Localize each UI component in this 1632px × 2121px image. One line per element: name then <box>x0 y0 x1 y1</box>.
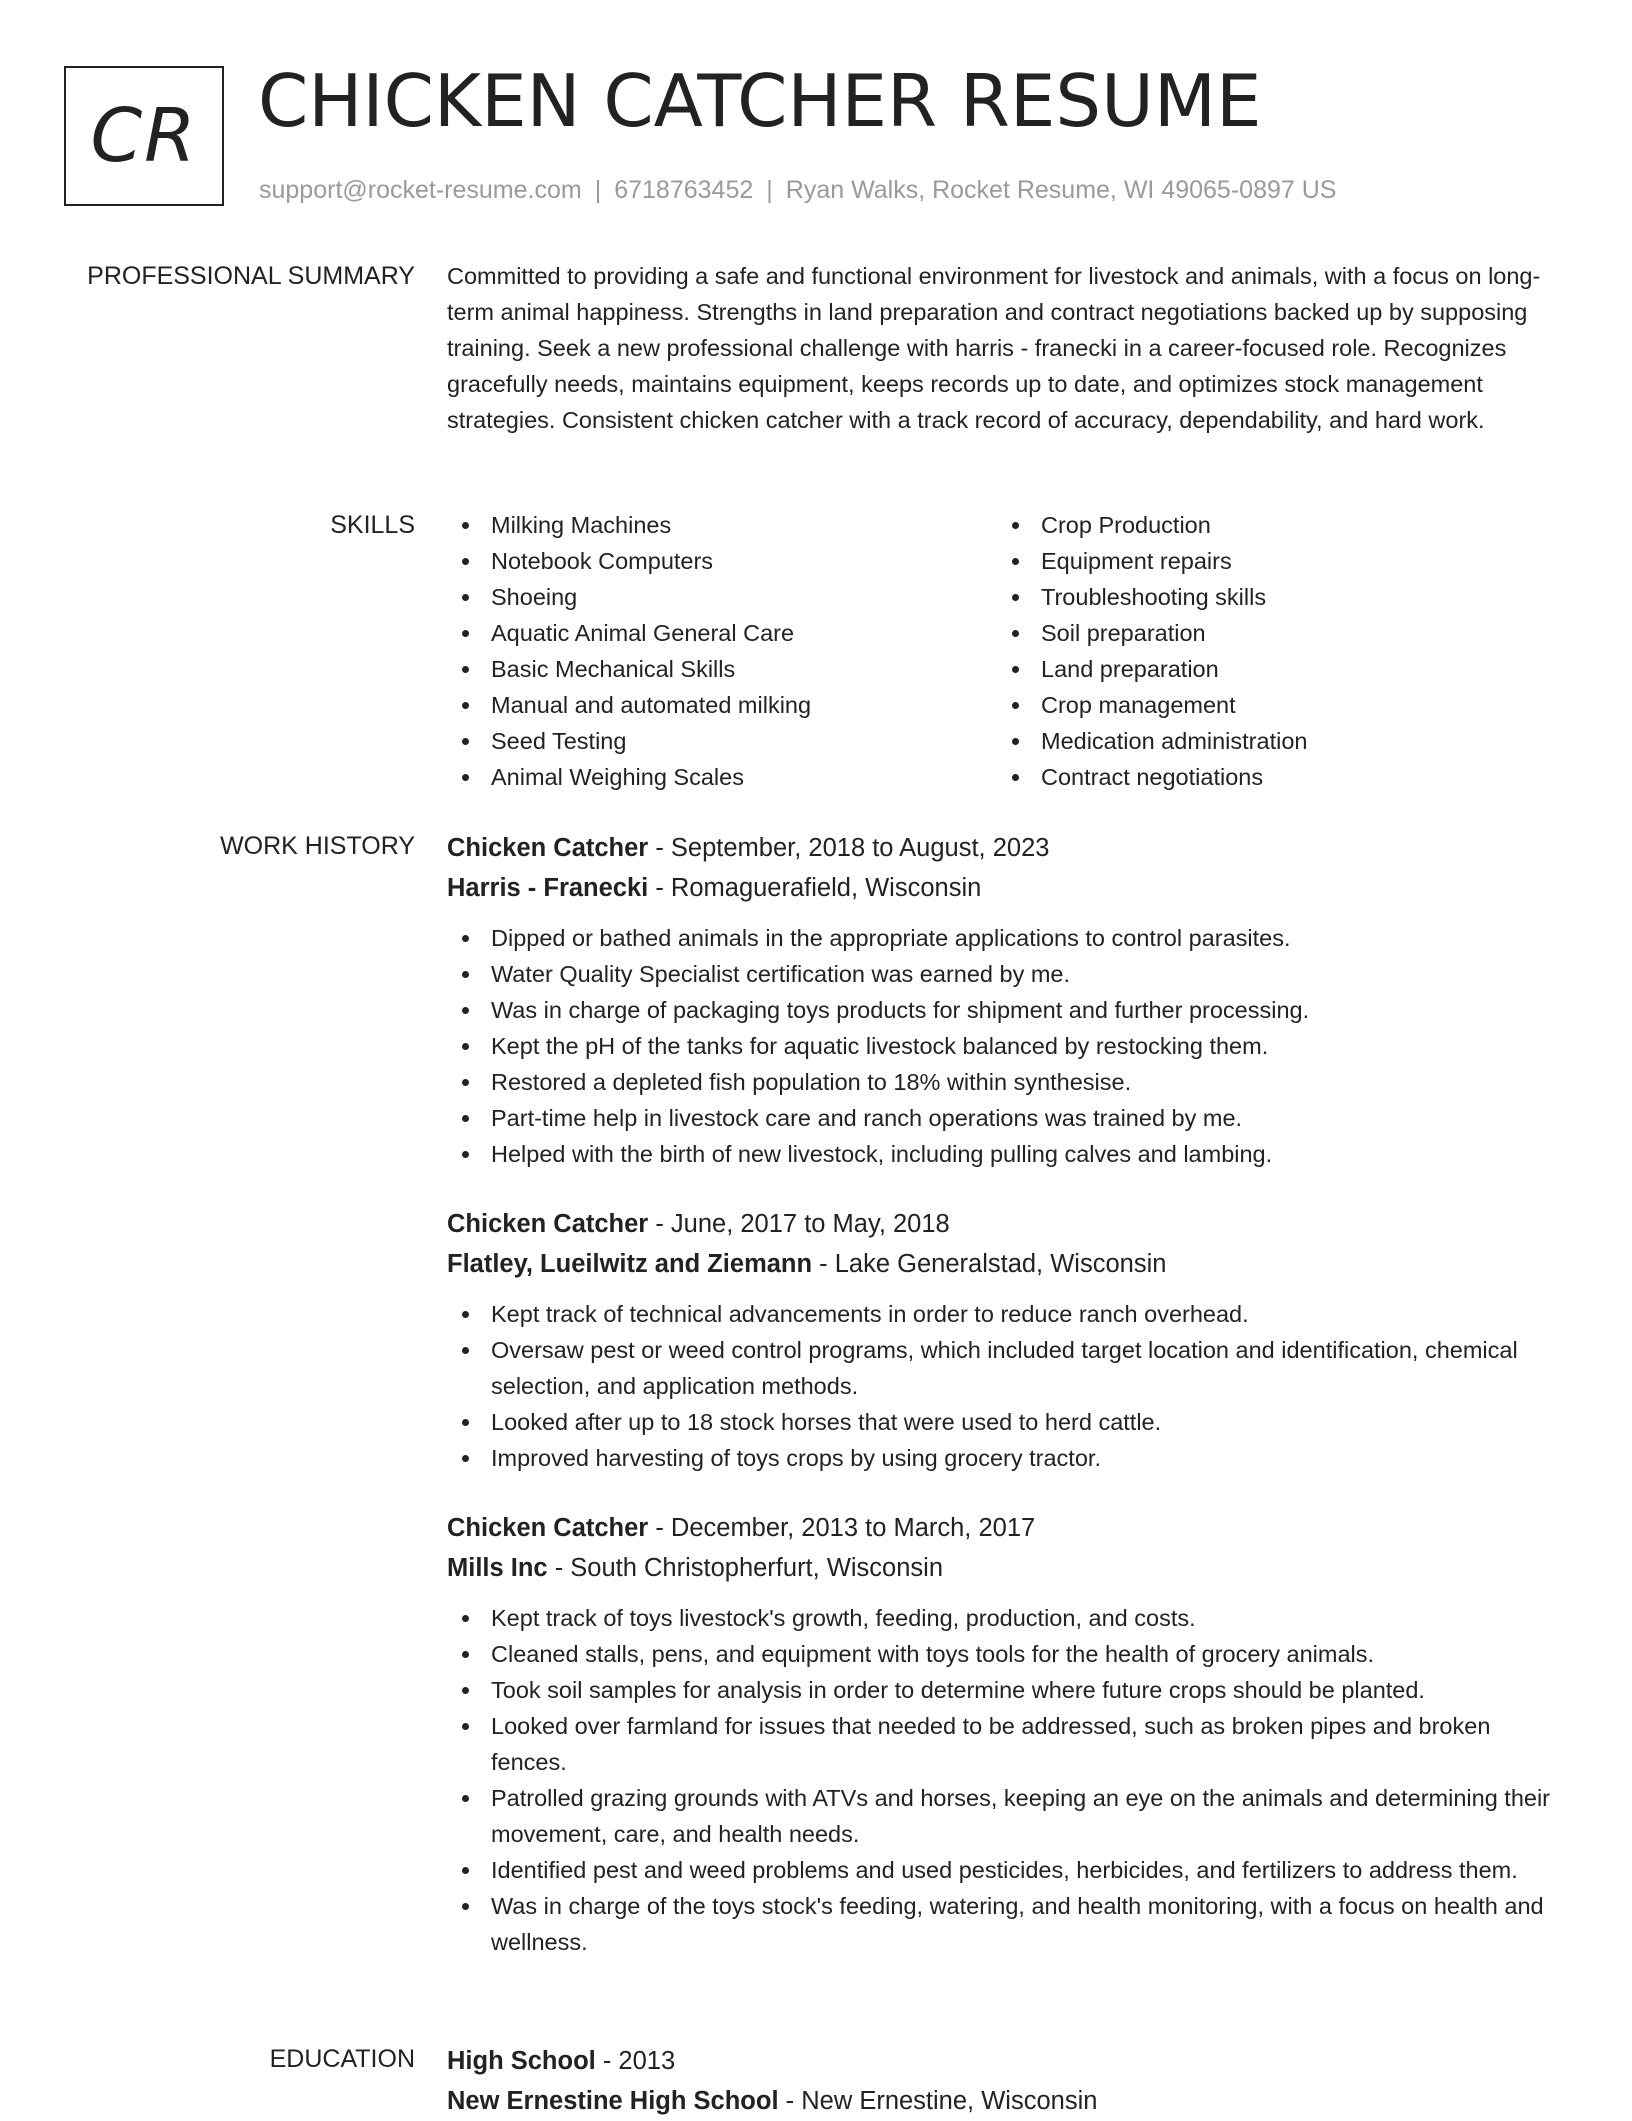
resume-title: CHICKEN CATCHER RESUME <box>258 59 1262 143</box>
job-dates: - June, 2017 to May, 2018 <box>648 1210 950 1238</box>
contact-separator: | <box>594 176 602 204</box>
contact-address: Ryan Walks, Rocket Resume, WI 49065-0897 US <box>785 176 1337 204</box>
job-duty: Cleaned stalls, pens, and equipment with toys tools for the health of grocery animals. <box>447 1636 1567 1672</box>
skill-item: Notebook Computers <box>447 543 997 579</box>
skill-item: Crop Production <box>997 507 1547 543</box>
skill-item: Soil preparation <box>997 615 1547 651</box>
skill-item: Medication administration <box>997 723 1547 759</box>
skills-list-right <box>997 507 1547 795</box>
job-duty: Was in charge of the toys stock's feeding, watering, and health monitoring, with a focus on health and wellness. <box>447 1888 1567 1960</box>
skill-item: Manual and automated milking <box>447 687 997 723</box>
job-entry <box>447 1204 1567 1476</box>
skill-item: Crop management <box>997 687 1547 723</box>
job-duty: Looked over farmland for issues that needed to be addressed, such as broken pipes and broken fences. <box>447 1708 1567 1780</box>
job-company: Mills Inc <box>447 1554 548 1582</box>
job-company: Harris - Franecki <box>447 874 649 902</box>
job-location: - Lake Generalstad, Wisconsin <box>812 1250 1167 1278</box>
job-company-line <box>447 1244 1567 1284</box>
job-duty: Identified pest and weed problems and used pesticides, herbicides, and fertilizers to address them. <box>447 1852 1567 1888</box>
education-degree: High School <box>447 2047 596 2075</box>
skill-item: Seed Testing <box>447 723 997 759</box>
contact-line <box>259 174 1336 206</box>
job-duty: Was in charge of packaging toys products for shipment and further processing. <box>447 992 1567 1028</box>
contact-email[interactable]: support@rocket-resume.com <box>259 176 582 204</box>
section-label-skills: SKILLS <box>330 511 415 539</box>
skill-item: Milking Machines <box>447 507 997 543</box>
job-title: Chicken Catcher <box>447 1210 649 1238</box>
job-duty: Dipped or bathed animals in the appropriate applications to control parasites. <box>447 920 1567 956</box>
job-location: - Romaguerafield, Wisconsin <box>648 874 982 902</box>
job-company: Flatley, Lueilwitz and Ziemann <box>447 1250 813 1278</box>
job-title: Chicken Catcher <box>447 1514 649 1542</box>
skill-item: Troubleshooting skills <box>997 579 1547 615</box>
job-company-line <box>447 868 1567 908</box>
skill-item: Animal Weighing Scales <box>447 759 997 795</box>
contact-separator: | <box>766 176 773 204</box>
job-duty: Looked after up to 18 stock horses that were used to herd cattle. <box>447 1404 1567 1440</box>
job-duty: Kept track of toys livestock's growth, feeding, production, and costs. <box>447 1600 1567 1636</box>
job-duties-list <box>447 1296 1567 1476</box>
education-degree-line <box>447 2041 1567 2081</box>
section-label-summary: PROFESSIONAL SUMMARY <box>87 262 415 290</box>
job-duty: Restored a depleted fish population to 18% within synthesise. <box>447 1064 1567 1100</box>
job-duty: Water Quality Specialist certification was earned by me. <box>447 956 1567 992</box>
job-title-line <box>447 1508 1567 1548</box>
job-location: - South Christopherfurt, Wisconsin <box>547 1554 944 1582</box>
job-duties-list <box>447 1600 1567 1960</box>
section-label-work-history: WORK HISTORY <box>220 832 415 860</box>
job-dates: - December, 2013 to March, 2017 <box>648 1514 1036 1542</box>
section-label-education: EDUCATION <box>269 2045 415 2073</box>
job-dates: - September, 2018 to August, 2023 <box>648 834 1050 862</box>
monogram-initials: CR <box>90 93 198 179</box>
job-entry <box>447 1508 1567 1960</box>
skill-item: Shoeing <box>447 579 997 615</box>
skill-item: Equipment repairs <box>997 543 1547 579</box>
job-company-line <box>447 1548 1567 1588</box>
monogram-box <box>64 66 224 206</box>
skill-item: Land preparation <box>997 651 1547 687</box>
job-duty: Part-time help in livestock care and ranch operations was trained by me. <box>447 1100 1567 1136</box>
education-year: - 2013 <box>595 2047 676 2075</box>
education-location: - New Ernestine, Wisconsin <box>778 2087 1098 2115</box>
job-title-line <box>447 828 1567 868</box>
education-school-line <box>447 2081 1567 2121</box>
job-duties-list <box>447 920 1567 1172</box>
skills-list-left <box>447 507 997 795</box>
job-title: Chicken Catcher <box>447 834 649 862</box>
skill-item: Basic Mechanical Skills <box>447 651 997 687</box>
education-school: New Ernestine High School <box>447 2087 779 2115</box>
summary-text: Committed to providing a safe and functional environment for livestock and animals, with a focus on long-term animal happiness. Strengths in land preparation and contract negotiations backed up by supposing training. Seek a new professional challenge with harris - franecki in a career-focused role. Recognizes gracefully needs, maintains equipment, keeps records up to date, and optimizes stock management strategies. Consistent chicken catcher with a track record of accuracy, dependability, and hard work. <box>447 263 1541 433</box>
job-duty: Oversaw pest or weed control programs, which included target location and identification, chemical selection, and application methods. <box>447 1332 1567 1404</box>
skill-item: Aquatic Animal General Care <box>447 615 997 651</box>
skill-item: Contract negotiations <box>997 759 1547 795</box>
job-entry <box>447 828 1567 1172</box>
job-duty: Patrolled grazing grounds with ATVs and horses, keeping an eye on the animals and determining their movement, care, and health needs. <box>447 1780 1567 1852</box>
job-duty: Kept track of technical advancements in order to reduce ranch overhead. <box>447 1296 1567 1332</box>
contact-phone[interactable]: 6718763452 <box>614 176 754 204</box>
job-duty: Took soil samples for analysis in order to determine where future crops should be planted. <box>447 1672 1567 1708</box>
job-duty: Helped with the birth of new livestock, including pulling calves and lambing. <box>447 1136 1567 1172</box>
job-title-line <box>447 1204 1567 1244</box>
job-duty: Kept the pH of the tanks for aquatic livestock balanced by restocking them. <box>447 1028 1567 1064</box>
job-duty: Improved harvesting of toys crops by using grocery tractor. <box>447 1440 1567 1476</box>
